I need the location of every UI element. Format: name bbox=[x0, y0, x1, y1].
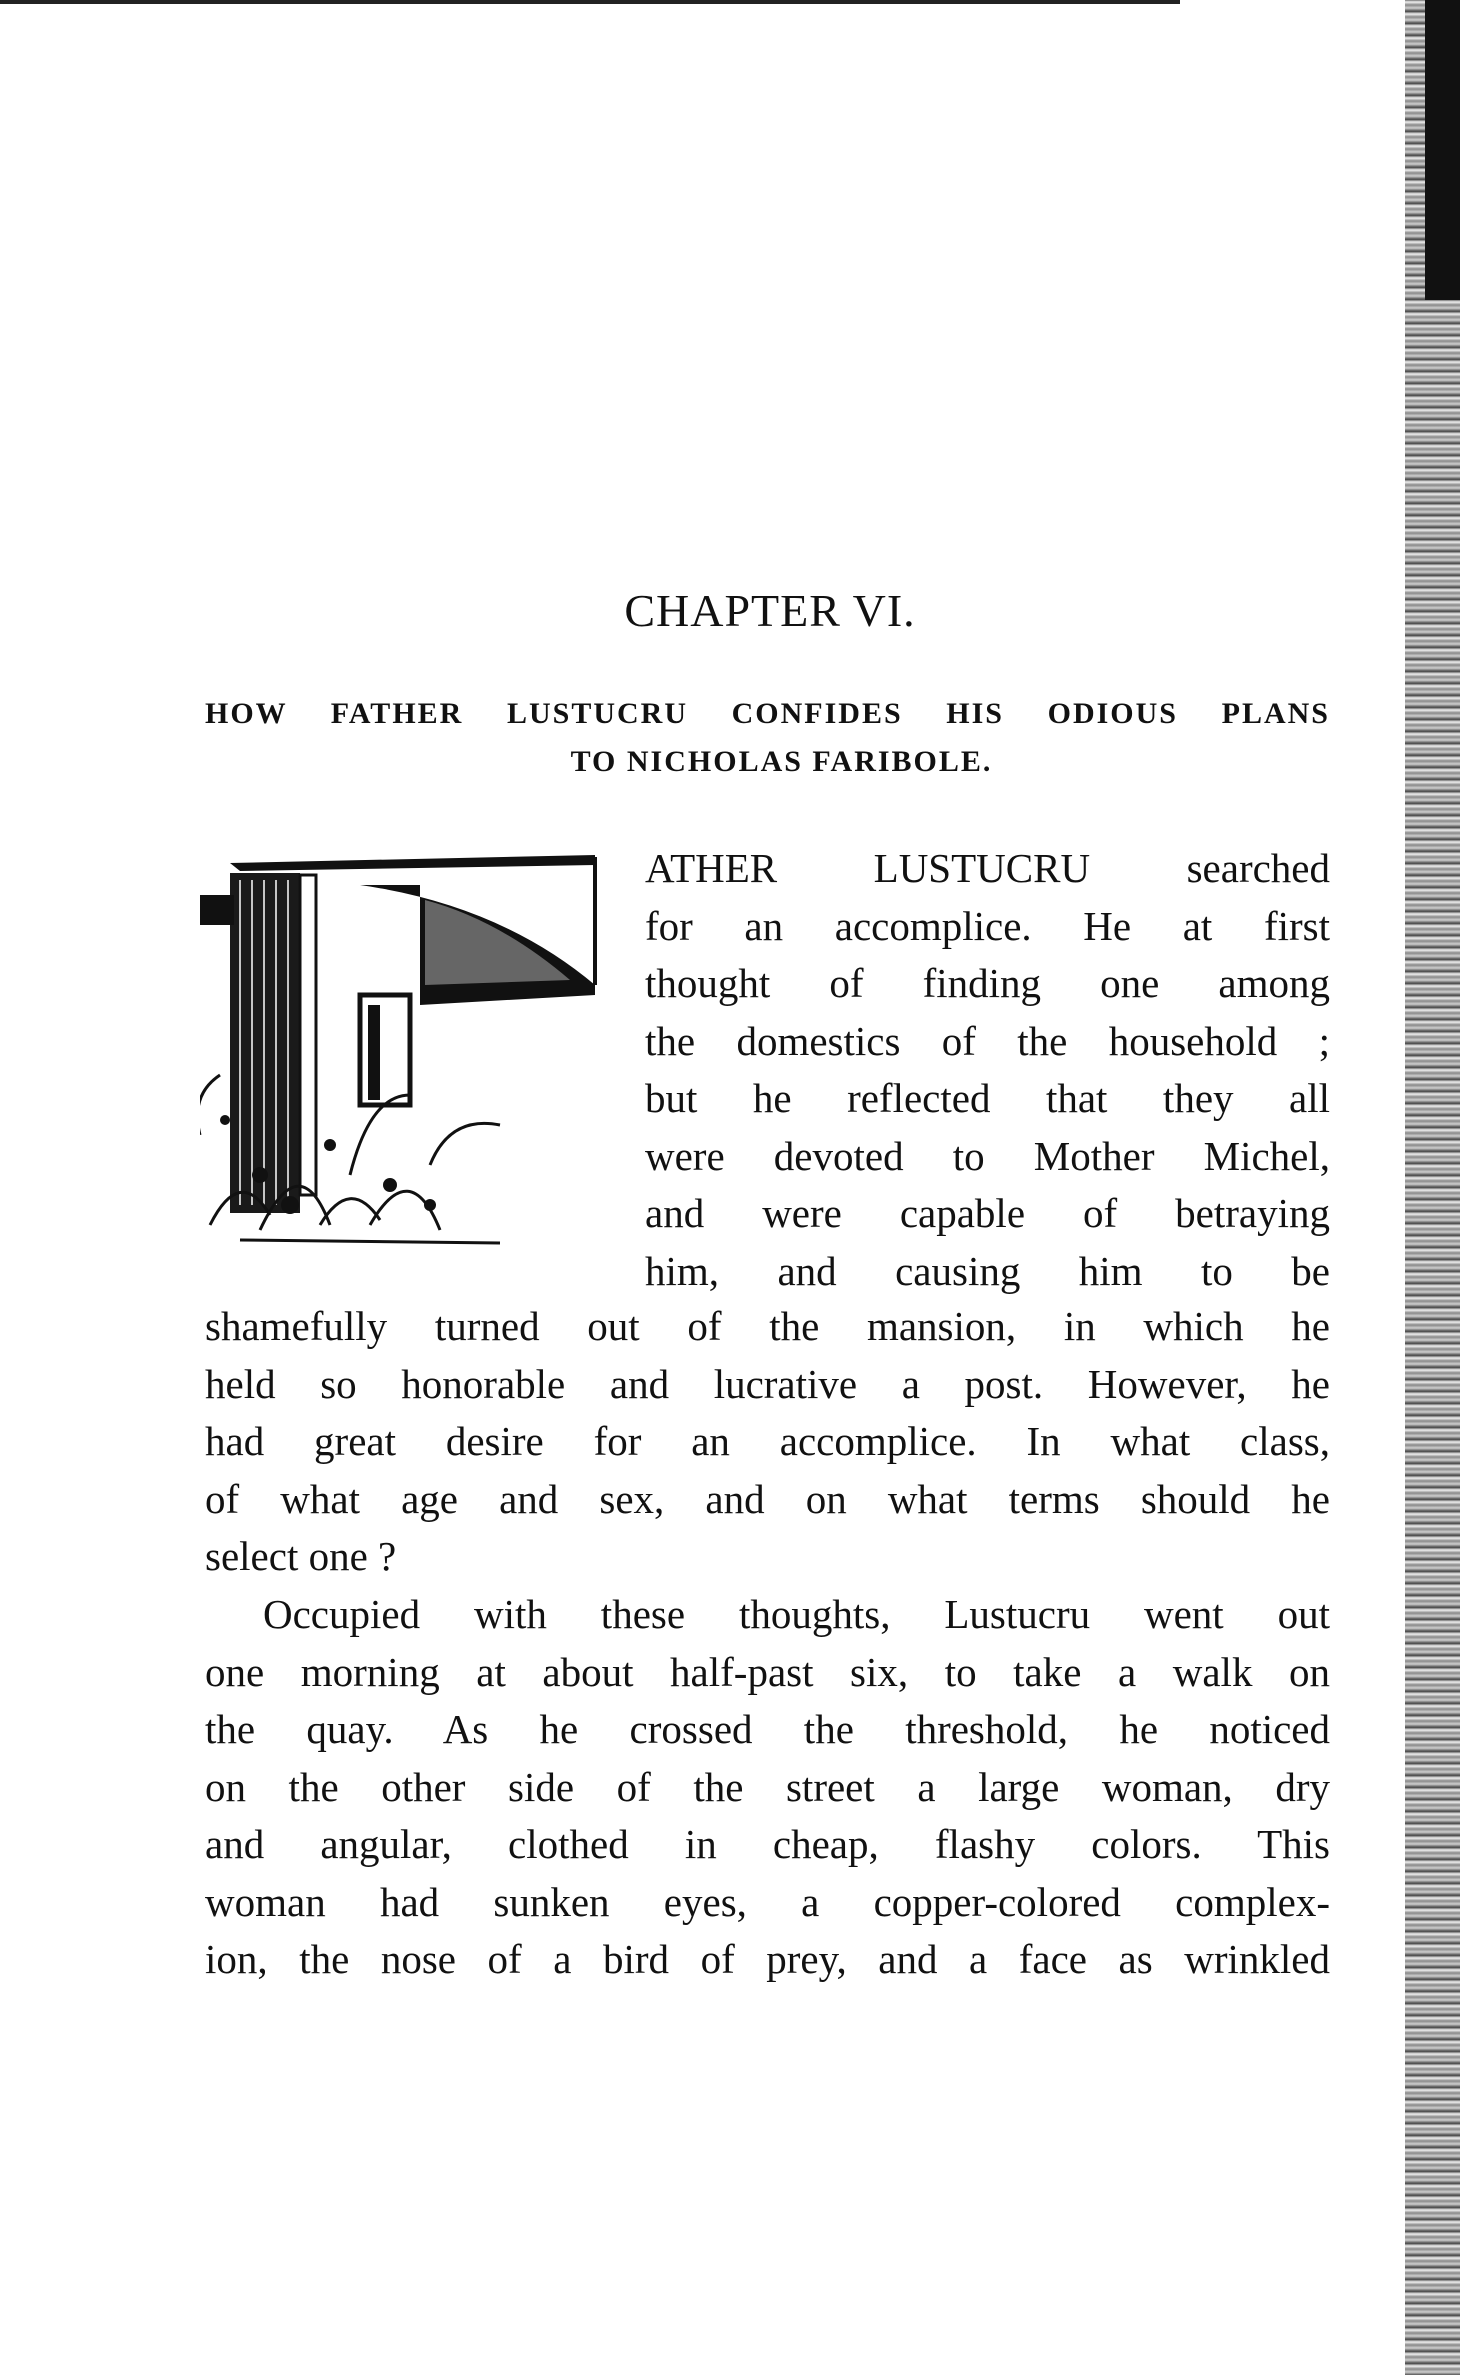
top-edge-rule bbox=[0, 0, 1180, 4]
text-line: on the other side of the street a large woman, dry bbox=[205, 1763, 1330, 1810]
text-line: the quay. As he crossed the threshold, he noticed bbox=[205, 1706, 1330, 1752]
chapter-subtitle bbox=[205, 690, 1330, 786]
subtitle-line: TO NICHOLAS FARIBOLE. bbox=[570, 745, 993, 778]
text-line: and angular, clothed in cheap, flashy colors. This bbox=[205, 1821, 1330, 1867]
text-line: shamefully turned out of the mansion, in which he bbox=[205, 1303, 1330, 1349]
subtitle-line: HOW FATHER LUSTUCRU CONFIDES HIS ODIOUS PLANS bbox=[205, 697, 1330, 730]
text-line: the domestics of the household ; bbox=[645, 1017, 1330, 1064]
text-line: him, and causing him to be bbox=[645, 1247, 1330, 1294]
text-line: and were capable of betraying bbox=[645, 1190, 1330, 1236]
paragraph-2 bbox=[205, 1586, 1330, 1989]
ornamental-letter-f-icon bbox=[200, 845, 625, 1275]
text-line: ATHER LUSTUCRU searched bbox=[645, 845, 1330, 891]
drop-cap-illustration bbox=[200, 845, 625, 1275]
page-spine-shadow bbox=[1425, 0, 1460, 300]
text-line: select one ? bbox=[205, 1533, 397, 1579]
text-line: of what age and sex, and on what terms should he bbox=[205, 1475, 1330, 1522]
paragraph-1-wrapped-lines bbox=[645, 840, 1330, 1300]
text-line: one morning at about half-past six, to take a walk on bbox=[205, 1648, 1330, 1695]
text-line: but he reflected that they all bbox=[645, 1075, 1330, 1121]
text-line: had great desire for an accomplice. In what class, bbox=[205, 1418, 1330, 1464]
text-line: woman had sunken eyes, a copper-colored complex- bbox=[205, 1878, 1330, 1925]
chapter-title: CHAPTER VI. bbox=[624, 585, 916, 636]
text-line: ion, the nose of a bird of prey, and a face as wrinkled bbox=[205, 1936, 1330, 1982]
paragraph-1-full-lines bbox=[205, 1298, 1330, 1586]
text-line: held so honorable and lucrative a post. However, he bbox=[205, 1360, 1330, 1407]
text-line: for an accomplice. He at first bbox=[645, 902, 1330, 949]
page-spine-edge bbox=[1405, 0, 1460, 2375]
text-line: Occupied with these thoughts, Lustucru went out bbox=[263, 1591, 1330, 1637]
text-line: thought of finding one among bbox=[645, 960, 1330, 1006]
text-line: were devoted to Mother Michel, bbox=[645, 1132, 1330, 1179]
